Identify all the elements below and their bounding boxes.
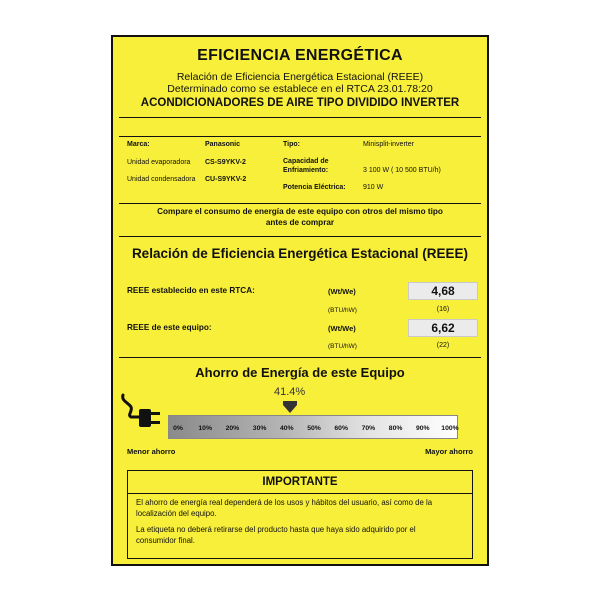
triangle-marker-icon [283,400,297,412]
importante-box [127,470,473,559]
scale-tick-label: 80% [388,425,403,432]
condensadora-label: Unidad condensadora [127,176,196,183]
label-title: EFICIENCIA ENERGÉTICA [197,47,403,64]
ahorro-title: Ahorro de Energía de este Equipo [195,365,405,380]
evaporadora-value: CS-S9YKV-2 [205,159,246,166]
scale-tick-label: 0% [173,425,183,432]
reee-equipo-unit: (Wt/We) [328,324,356,333]
reee-rtca-value: 4,68 [408,282,478,300]
reee-rtca-label: REEE establecido en este RTCA: [127,286,255,295]
importante-p2-line-1: La etiqueta no deberá retirarse del producto hasta que haya sido adquirido por el [136,525,416,534]
savings-scale [168,415,458,439]
scale-tick-label: 60% [334,425,348,432]
reee-equipo-unit-btu: (BTU/hW) [328,343,357,350]
importante-p2-line-2: consumidor final. [136,536,195,545]
plug-icon [119,391,163,435]
condensadora-value: CU-S9YKV-2 [205,176,247,183]
compare-line-1: Compare el consumo de energía de este equipo con otros del mismo tipo [157,207,443,216]
importante-paragraph-2 [136,524,466,546]
savings-percent-label: 41.4% [273,386,306,398]
scale-tick-label: 40% [279,425,294,432]
reee-rtca-unit-btu: (BTU/hW) [328,307,357,314]
compare-notice [113,207,487,228]
scale-tick-label: 30% [252,425,267,432]
importante-paragraph-1 [136,497,466,519]
divider [119,117,481,118]
reee-title: Relación de Eficiencia Energética Estacional (REEE) [131,246,469,261]
label-subtitle-rtca: Determinado como se establece en el RTCA 23.01.78:20 [167,83,433,95]
divider [119,236,481,237]
divider [128,493,472,494]
divider [119,357,481,358]
scale-tick-label: 10% [198,425,212,432]
capacidad-label-2: Enfriamiento: [283,167,329,174]
potencia-label: Potencia Eléctrica: [283,184,346,191]
potencia-value: 910 W [363,184,384,191]
marca-label: Marca: [127,141,150,148]
importante-title: IMPORTANTE [262,476,338,488]
divider [119,136,481,137]
compare-line-2: antes de comprar [265,217,335,227]
divider [119,203,481,204]
reee-equipo-value: 6,62 [408,319,478,337]
label-product-type: ACONDICIONADORES DE AIRE TIPO DIVIDIDO INVERTER [140,97,460,109]
scale-tick-label: 70% [361,425,376,432]
label-subtitle-reee: Relación de Eficiencia Energética Estacional (REEE) [176,71,424,83]
reee-rtca-value-btu: (16) [436,306,450,313]
importante-p1-line-2: localización del equipo. [136,509,217,518]
reee-rtca-unit: (Wt/We) [328,287,356,296]
tipo-value: Minisplit-inverter [363,141,414,148]
marca-value: Panasonic [205,141,241,148]
evaporadora-label: Unidad evaporadora [127,159,191,166]
reee-equipo-label: REEE de este equipo: [127,323,212,332]
tipo-label: Tipo: [283,141,300,148]
reee-equipo-value-btu: (22) [436,342,450,349]
scale-min-label: Menor ahorro [127,447,176,456]
scale-tick-label: 20% [225,425,240,432]
scale-max-label: Mayor ahorro [425,447,473,456]
scale-tick-label: 100% [441,425,459,432]
scale-tick-label: 50% [307,425,321,432]
capacidad-label-1: Capacidad de [283,158,329,165]
energy-label [111,35,489,566]
scale-tick-label: 90% [415,425,430,432]
importante-p1-line-1: El ahorro de energía real dependerá de los usos y hábitos del usuario, así como de la [136,498,433,507]
capacidad-value: 3 100 W ( 10 500 BTU/h) [363,167,441,174]
